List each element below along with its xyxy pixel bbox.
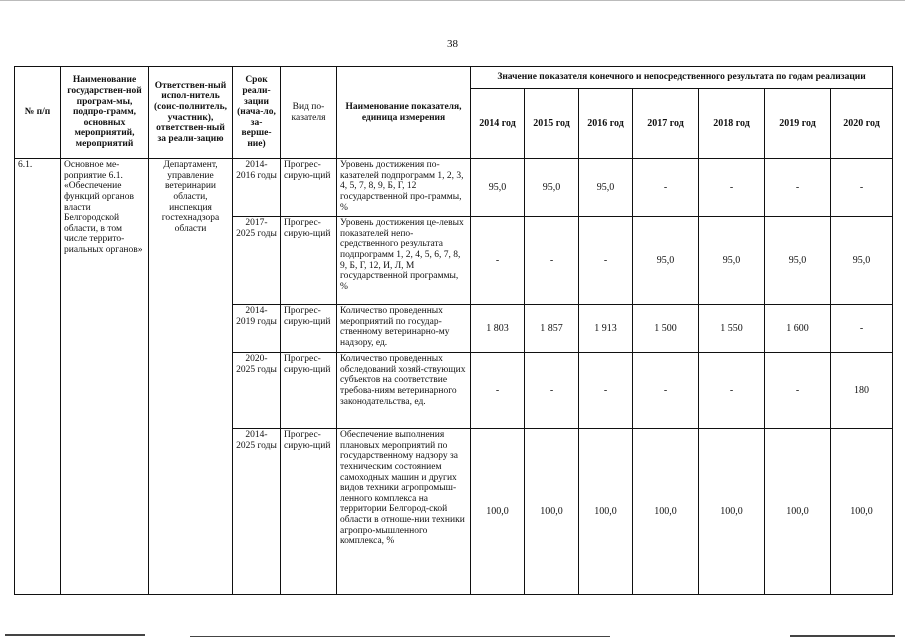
row-value: 100,0 — [831, 429, 893, 595]
row-value: 1 857 — [525, 305, 579, 353]
header-num: № п/п — [15, 67, 61, 159]
header-year: 2015 год — [525, 89, 579, 159]
header-responsible: Ответствен-ный испол-нитель (соис-полнитель, участник), ответствен-ный за реали-зацию — [149, 67, 233, 159]
row-value: 1 803 — [471, 305, 525, 353]
row-value: 95,0 — [633, 217, 699, 305]
row-value: 95,0 — [579, 159, 633, 217]
row-value: - — [765, 159, 831, 217]
header-year: 2016 год — [579, 89, 633, 159]
activity-responsible: Департамент, управление ветеринарии области, инспекция гостехнадзора области — [149, 159, 233, 595]
row-term: 2014-2016 годы — [233, 159, 281, 217]
row-type: Прогрес-сирую-щий — [281, 353, 337, 429]
scan-mark-bottom-right — [790, 635, 895, 637]
row-value: 95,0 — [525, 159, 579, 217]
header-year: 2017 год — [633, 89, 699, 159]
row-value: - — [699, 159, 765, 217]
row-value: - — [699, 353, 765, 429]
row-term: 2017-2025 годы — [233, 217, 281, 305]
row-indicator: Количество проведенных обследований хозяй-ствующих субъектов на соответствие требова-ниям ветеринарного законодательства, ед. — [337, 353, 471, 429]
scan-mark-top — [0, 0, 905, 1]
row-value: 95,0 — [699, 217, 765, 305]
row-value: 100,0 — [471, 429, 525, 595]
header-year: 2014 год — [471, 89, 525, 159]
row-indicator: Уровень достижения по-казателей подпрограмм 1, 2, 3, 4, 5, 7, 8, 9, Б, Г, 12 государственной про-граммы, % — [337, 159, 471, 217]
row-value: 95,0 — [471, 159, 525, 217]
row-type: Прогрес-сирую-щий — [281, 305, 337, 353]
header-name: Наименование государствен-ной програм-мы, подпро-грамм, основных мероприятий, мероприятий — [61, 67, 149, 159]
row-type: Прогрес-сирую-щий — [281, 429, 337, 595]
indicator-table — [14, 66, 893, 595]
row-value: - — [633, 159, 699, 217]
row-value: - — [525, 353, 579, 429]
row-value: - — [471, 353, 525, 429]
row-value: 1 500 — [633, 305, 699, 353]
row-value: - — [525, 217, 579, 305]
row-term: 2014-2019 годы — [233, 305, 281, 353]
row-value: - — [831, 305, 893, 353]
header-year: 2020 год — [831, 89, 893, 159]
row-value: 95,0 — [765, 217, 831, 305]
row-value: 1 913 — [579, 305, 633, 353]
row-value: - — [471, 217, 525, 305]
row-value: 100,0 — [633, 429, 699, 595]
row-term: 2020-2025 годы — [233, 353, 281, 429]
header-term: Срок реали-зации (нача-ло, за-верше-ние) — [233, 67, 281, 159]
row-value: 95,0 — [831, 217, 893, 305]
scan-mark-bottom-mid — [190, 636, 610, 637]
row-value: 180 — [831, 353, 893, 429]
row-value: 100,0 — [525, 429, 579, 595]
header-year: 2019 год — [765, 89, 831, 159]
row-value: 100,0 — [765, 429, 831, 595]
row-value: - — [831, 159, 893, 217]
row-type: Прогрес-сирую-щий — [281, 217, 337, 305]
row-indicator: Обеспечение выполнения плановых мероприятий по государственному надзору за техническим состоянием самоходных машин и других видов техники агропромыш-ленного комплекса на территории Белгород-ской области в отноше-нии техники агропро-мышленного комплекса, % — [337, 429, 471, 595]
scan-mark-bottom-left — [5, 634, 145, 636]
row-value: - — [765, 353, 831, 429]
row-value: 1 550 — [699, 305, 765, 353]
row-value: - — [633, 353, 699, 429]
row-value: 100,0 — [579, 429, 633, 595]
row-indicator: Уровень достижения це-левых показателей непо-средственного результата подпрограмм 1, 2, 4, 5, 6, 7, 8, 9, Б, Г, 12, И, Л, М государственной программы, % — [337, 217, 471, 305]
page-number: 38 — [447, 38, 458, 50]
row-value: - — [579, 353, 633, 429]
header-indicator-type: Вид по-казателя — [281, 67, 337, 159]
row-value: - — [579, 217, 633, 305]
row-indicator: Количество проведенных мероприятий по государ-ственному ветеринарно-му надзору, ед. — [337, 305, 471, 353]
row-type: Прогрес-сирую-щий — [281, 159, 337, 217]
row-value: 100,0 — [699, 429, 765, 595]
header-values-group: Значение показателя конечного и непосредственного результата по годам реализации — [471, 67, 893, 89]
activity-num: 6.1. — [15, 159, 61, 595]
header-indicator-name: Наименование показателя, единица измерения — [337, 67, 471, 159]
header-year: 2018 год — [699, 89, 765, 159]
activity-name: Основное ме-роприятие 6.1. «Обеспечение функций органов власти Белгородской области, в том числе террито-риальных органов» — [61, 159, 149, 595]
row-value: 1 600 — [765, 305, 831, 353]
row-term: 2014-2025 годы — [233, 429, 281, 595]
